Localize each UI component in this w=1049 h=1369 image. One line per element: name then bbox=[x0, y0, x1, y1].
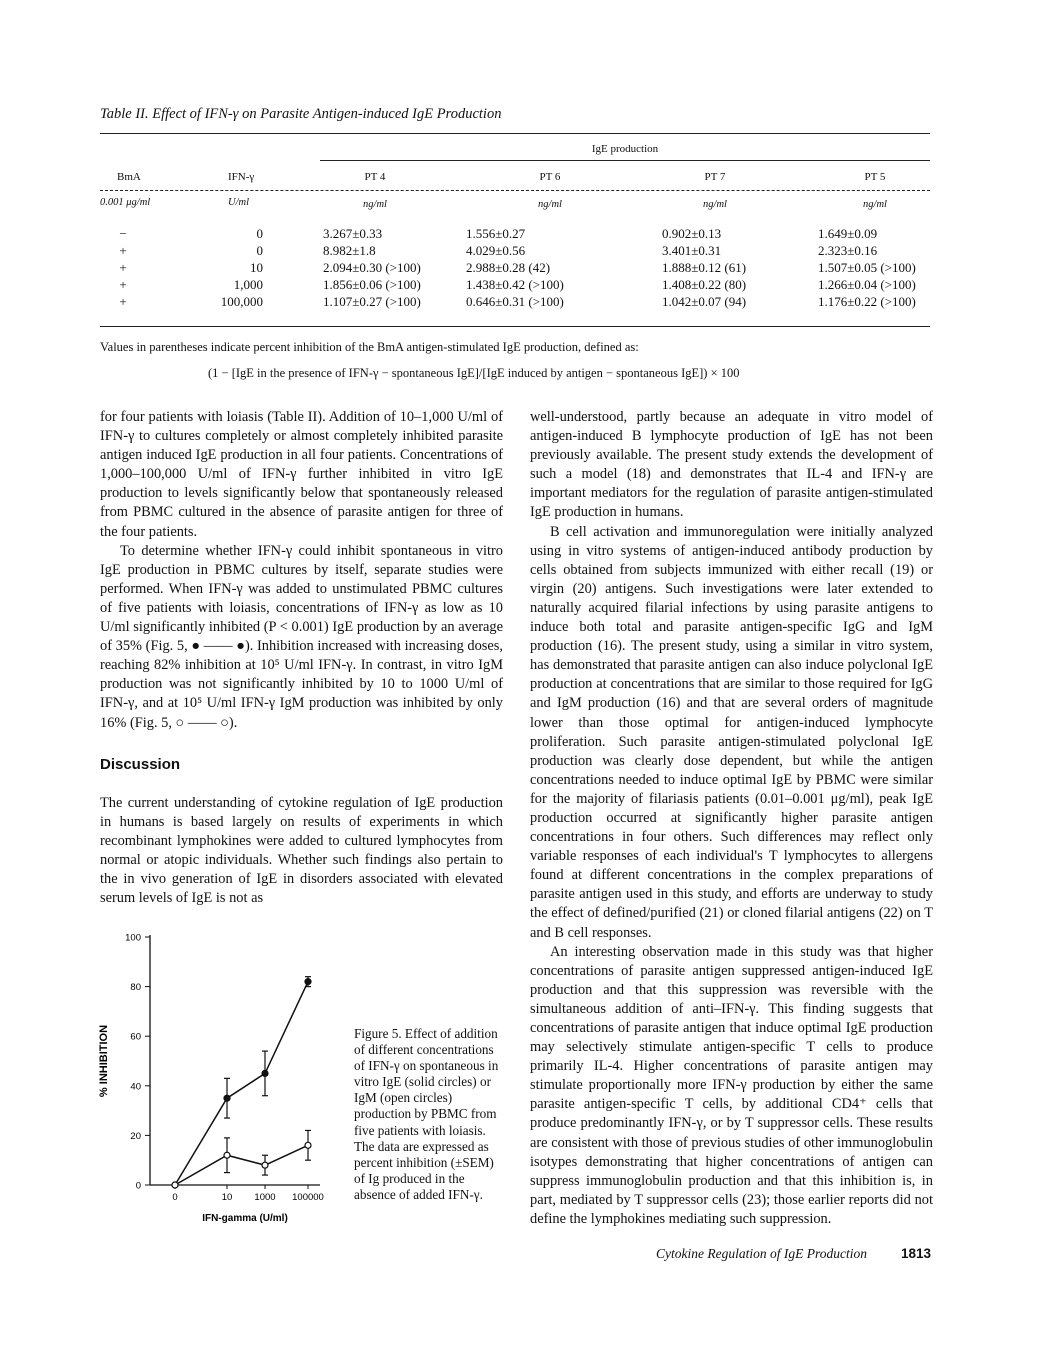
x-tick-label: 0 bbox=[172, 1192, 178, 1203]
table-cell: + bbox=[119, 294, 127, 309]
table-cell: 1.408±0.22 (80) bbox=[662, 277, 747, 292]
left-column bbox=[100, 408, 503, 908]
unit-pt6: ng/ml bbox=[538, 199, 562, 210]
data-point bbox=[305, 979, 311, 985]
y-tick-label: 80 bbox=[130, 982, 141, 994]
table-cell: 3.267±0.33 bbox=[323, 226, 383, 241]
unit-bma: 0.001 μg/ml bbox=[100, 197, 151, 208]
table-cell: 2.094±0.30 (>100) bbox=[323, 260, 421, 275]
table-cell: 0.646±0.31 (>100) bbox=[466, 294, 564, 309]
table-top-rule bbox=[100, 133, 930, 134]
table-cell: 1.107±0.27 (>100) bbox=[323, 294, 421, 309]
y-tick-label: 20 bbox=[130, 1130, 141, 1142]
paragraph: for four patients with loiasis (Table II). Addition of 10–1,000 U/ml of IFN-γ to cultures completely or almost completely inhibited parasite antigen induced IgE production in all four patients. Concentrations of 1,000–100,000 U/ml of IFN-γ further inhibited in vitro IgE production to levels significantly below that spontaneously released from PBMC cultured in the absence of parasite antigen for three of the four patients. bbox=[100, 409, 503, 540]
figure-5-caption: Figure 5. Effect of addition of different concentrations of IFN-γ on spontaneous in vitro IgE (solid circles) or IgM (open circles) production by PBMC from five patients with loiasis. The data are expressed as percent inhibition (±SEM) of Ig produced in the absence of added IFN-γ. bbox=[354, 1026, 499, 1202]
table-note-1: Values in parentheses indicate percent inhibition of the BmA antigen-stimulated IgE production, defined as: bbox=[100, 340, 639, 354]
page-number: 1813 bbox=[901, 1246, 932, 1261]
unit-pt7: ng/ml bbox=[703, 199, 727, 210]
table-cell: 1.266±0.04 (>100) bbox=[818, 277, 916, 292]
table-cell: 3.401±0.31 bbox=[662, 243, 722, 258]
paragraph: To determine whether IFN-γ could inhibit spontaneous in vitro IgE production in PBMC cultures by itself, separate studies were performed. When IFN-γ was added to unstimulated PBMC cultures of five patients with loiasis, concentrations of IFN-γ as low as 10 U/ml significantly inhibited (P < 0.001) IgE production by an average of 35% (Fig. 5, ● —— ●). Inhibition increased with increasing doses, reaching 82% inhibition at 10⁵ U/ml IFN-γ. In contrast, in vitro IgM production was not significantly inhibited by 10 to 1000 U/ml of IFN-γ, and at 10⁵ U/ml IFN-γ IgM production was inhibited by only 16% (Fig. 5, ○ —— ○). bbox=[100, 542, 503, 731]
chart-series bbox=[172, 977, 311, 1188]
table-cell: 10 bbox=[250, 260, 263, 275]
igE-production-header: IgE production bbox=[591, 143, 659, 155]
table-cell: 4.029±0.56 bbox=[466, 243, 526, 258]
table-cell: 8.982±1.8 bbox=[323, 243, 376, 258]
x-tick-label: 100000 bbox=[292, 1192, 324, 1203]
x-tick-label: 10 bbox=[221, 1192, 233, 1203]
unit-ifn: U/ml bbox=[228, 197, 249, 208]
table-col-pt7 bbox=[662, 225, 746, 310]
table-cell: 1.856±0.06 (>100) bbox=[323, 277, 421, 292]
table-cell: 2.323±0.16 bbox=[818, 243, 878, 258]
table-cell: + bbox=[119, 243, 127, 258]
paragraph: An interesting observation made in this study was that higher concentrations of parasite antigen suppressed antigen-induced IgE production and that this suppression was reversible with the simultaneous addition of anti–IFN-γ. This finding suggests that concentrations of parasite antigen that induce optimal IgE production may selectively stimulate antigen-specific T cells to produce primarily IL-4. Higher concentrations of parasite antigen may stimulate proportionally more IFN-γ production by either the same parasite antigen-specific T cells, by additional CD4⁺ cells that produce predominantly IFN-γ, or by T suppressor cells. These results are consistent with those of previous studies of other immunoglobulin isotypes demonstrating that higher concentrations of antigen can suppress immunoglobulin production and that this inhibition is, in part, mediated by T suppressor cells (23); those earlier reports did not define the lymphokines mediating such suppression. bbox=[530, 943, 933, 1227]
y-axis bbox=[125, 933, 150, 1192]
table-cell: 2.988±0.28 (42) bbox=[466, 260, 551, 275]
header-rule bbox=[100, 190, 930, 191]
y-tick-label: 0 bbox=[135, 1180, 141, 1192]
table-note-formula: (1 − [IgE in the presence of IFN-γ − spontaneous IgE]/[IgE induced by antigen − spontaneous IgE]) × 100 bbox=[208, 366, 740, 380]
col-header-pt5: PT 5 bbox=[864, 171, 886, 183]
table-cell: 0.902±0.13 bbox=[662, 226, 722, 241]
y-axis-label: % INHIBITION bbox=[98, 1024, 110, 1098]
paragraph: The current understanding of cytokine regulation of IgE production in humans is based largely on results of experiments in which recombinant lymphokines were added to cultured lymphocytes from normal or atopic individuals. Whether such findings also pertain to the in vivo generation of IgE in disorders associated with elevated serum levels of IgE is not as bbox=[100, 794, 503, 907]
col-header-ifn: IFN-γ bbox=[228, 171, 255, 183]
col-header-pt4: PT 4 bbox=[364, 171, 386, 183]
data-point bbox=[224, 1152, 230, 1158]
table-col-ifn bbox=[195, 225, 263, 310]
figure-5-chart bbox=[95, 925, 350, 1250]
table-cell: 1,000 bbox=[233, 277, 263, 292]
table-cell: 1.176±0.22 (>100) bbox=[818, 294, 916, 309]
col-header-bma: BmA bbox=[117, 171, 141, 183]
section-heading-discussion: Discussion bbox=[100, 755, 181, 773]
table-cell: 1.042±0.07 (94) bbox=[662, 294, 747, 309]
table-col-pt6 bbox=[466, 225, 564, 310]
table-cell: + bbox=[119, 277, 127, 292]
table-cell: 1.888±0.12 (61) bbox=[662, 260, 747, 275]
paragraph: well-understood, partly because an adequate in vitro model of antigen-induced B lymphocyte production of IgE has not been previously available. The present study extends the development of such a model (18) and demonstrates that IL-4 and IFN-γ are important mediators for the regulation of parasite antigen-stimulated IgE production in humans. bbox=[530, 409, 933, 521]
table-cell: 1.507±0.05 (>100) bbox=[818, 260, 916, 275]
table-cell: + bbox=[119, 260, 127, 275]
table-cell: 100,000 bbox=[220, 294, 263, 309]
data-point bbox=[172, 1182, 178, 1188]
col-header-pt6: PT 6 bbox=[539, 171, 561, 183]
table-cell: 1.556±0.27 bbox=[466, 226, 526, 241]
table-col-pt5 bbox=[818, 225, 916, 310]
x-tick-label: 1000 bbox=[254, 1192, 276, 1203]
y-tick-label: 40 bbox=[130, 1081, 141, 1093]
unit-pt5: ng/ml bbox=[863, 199, 887, 210]
y-tick-label: 60 bbox=[130, 1031, 141, 1043]
running-title: Cytokine Regulation of IgE Production bbox=[656, 1246, 867, 1261]
data-point bbox=[305, 1142, 311, 1148]
data-point bbox=[262, 1162, 268, 1168]
table-cell: − bbox=[119, 226, 127, 241]
data-point bbox=[262, 1070, 268, 1076]
table-cell: 1.649±0.09 bbox=[818, 226, 878, 241]
table-title: Table II. Effect of IFN-γ on Parasite Antigen-induced IgE Production bbox=[100, 106, 502, 122]
unit-pt4: ng/ml bbox=[363, 199, 387, 210]
col-header-pt7: PT 7 bbox=[704, 171, 726, 183]
table-cell: 0 bbox=[256, 226, 263, 241]
data-point bbox=[224, 1095, 230, 1101]
table-cell: 0 bbox=[256, 243, 263, 258]
y-tick-label: 100 bbox=[125, 932, 141, 944]
right-column bbox=[530, 408, 933, 1229]
table-col-bma bbox=[108, 225, 138, 310]
table-col-pt4 bbox=[323, 225, 421, 310]
group-rule bbox=[320, 160, 930, 161]
x-axis-label: IFN-gamma (U/ml) bbox=[202, 1213, 288, 1224]
table-bottom-rule bbox=[100, 326, 930, 327]
table-cell: 1.438±0.42 (>100) bbox=[466, 277, 564, 292]
paragraph: B cell activation and immunoregulation were initially analyzed using in vitro systems of antigen-induced antibody production by cells obtained from subjects immunized with either recall (19) or virgin (20) antigens. Such investigations were later extended to naturally acquired filarial infections by using parasite antigens to induce both total and parasite antigen-specific IgG and IgM production (16). The present study, using a similar in vitro system, has demonstrated that parasite antigen can also induce polyclonal IgE production at concentrations that are similar to those required for IgG and IgM production (16) and that are several orders of magnitude lower than those optimal for antigen-induced lymphocyte proliferation. Such parasite antigen-stimulated polyclonal IgE production was clearly dose dependent, but while the antigen concentrations needed to induce optimal IgE by PBMC were similar for the majority of filariasis patients (0.01–0.001 μg/ml), peak IgE production occurred at significantly higher parasite antigen concentrations in four others. Such differences may reflect only variable responses of each individual's T lymphocytes to allergens found at different concentrations in the complex preparations of parasite antigen used in this study, and efforts are underway to study the effect of defined/purified (21) or cloned filarial antigens (22) on T and B cell responses. bbox=[530, 523, 933, 941]
